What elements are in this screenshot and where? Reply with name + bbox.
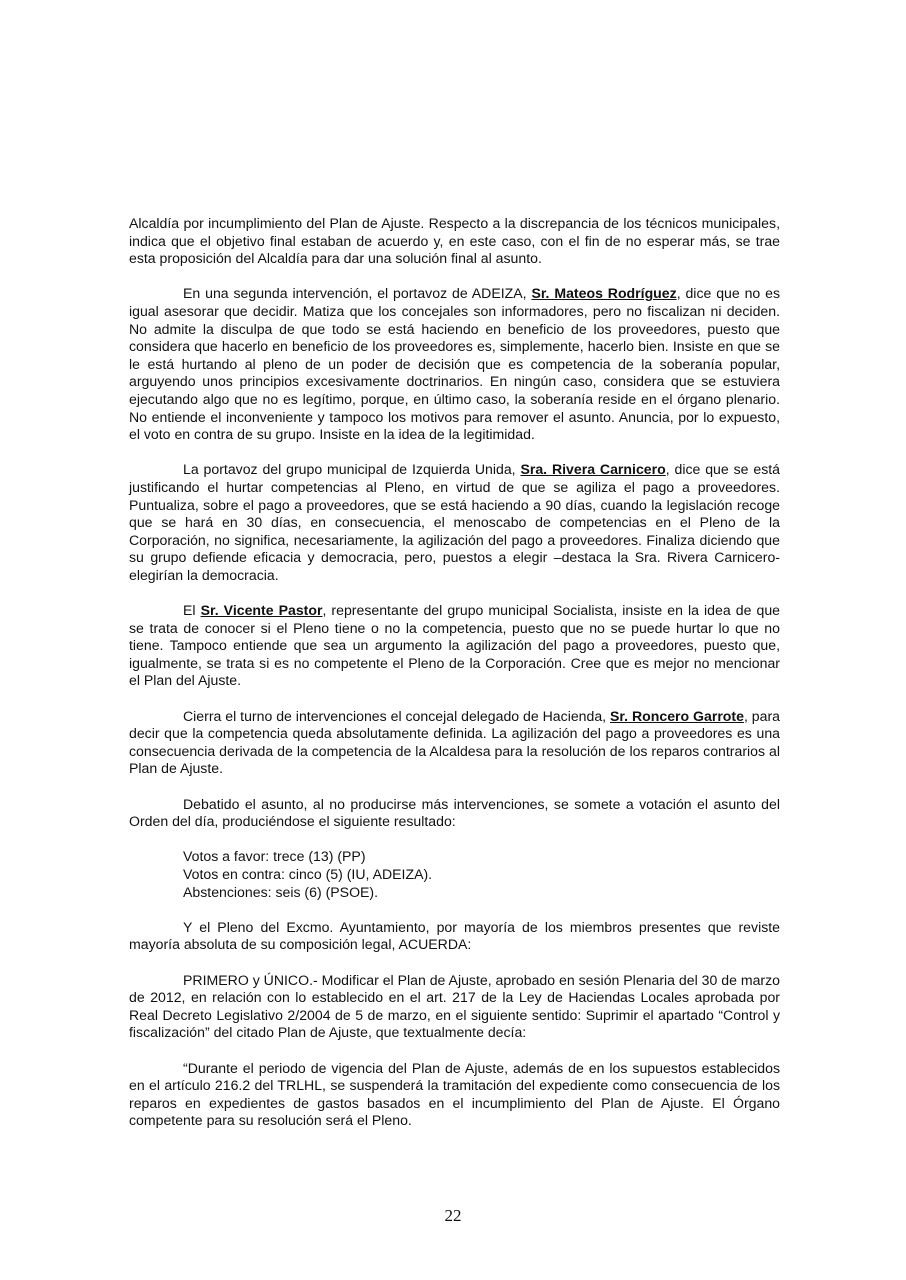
page-number: 22 <box>444 1206 462 1225</box>
paragraph-text: , dice que no es igual asesorar que decidir. Matiza que los concejales son informadores, pero no fiscalizan ni deciden. No admite la disculpa de que todo se está haciendo en beneficio de los proveedores, puesto que considera que hacerlo en beneficio de los proveedores es, simplemente, hacerlo bien. Insiste en que se le está hurtando al pleno de un poder de decisión que es competencia de la soberanía popular, arguyendo unos principios excesivamente doctrinarios. En ningún caso, considera que se estuviera ejecutando algo que no es legítimo, porque, en último caso, la soberanía reside en el órgano plenario. No entiende el inconveniente y tampoco los motivos para remover el asunto. Anuncia, por lo expuesto, el voto en contra de su grupo. Insiste en la idea de la legitimidad. <box>129 285 781 443</box>
speaker-name-roncero: Sr. Roncero Garrote <box>610 707 744 724</box>
paragraph-adeiza-intervention <box>129 285 780 443</box>
paragraph-vote-intro: Debatido el asunto, al no producirse más intervenciones, se somete a votación el asunto del Orden del día, produciéndose el siguiente resultado: <box>129 795 780 830</box>
speaker-name-vicente: Sr. Vicente Pastor <box>200 602 323 619</box>
paragraph-text: La portavoz del grupo municipal de Izquierda Unida, <box>183 461 521 478</box>
speaker-name-mateos: Sr. Mateos Rodríguez <box>531 285 677 302</box>
paragraph-text: En una segunda intervención, el portavoz de ADEIZA, <box>183 285 532 302</box>
paragraph-text: , dice que se está justificando el hurtar competencias al Pleno, en virtud de que se agiliza el pago a proveedores. Puntualiza, sobre el pago a proveedores, que se está haciendo a 90 días, cuando la legislación recoge que se hará en 30 días, en consecuencia, el menoscabo de competencias en el Pleno de la Corporación, no significa, necesariamente, la agilización del pago a proveedores. Finaliza diciendo que su grupo defiende eficacia y democracia, pero, puestos a elegir –destaca la Sra. Rivera Carnicero- elegirían la democracia. <box>129 461 780 583</box>
paragraph-text: El <box>183 602 201 619</box>
paragraph-continuation: Alcaldía por incumplimiento del Plan de Ajuste. Respecto a la discrepancia de los técnicos municipales, indica que el objetivo final estaban de acuerdo y, en este caso, con el fin de no esperar más, se trae esta proposición del Alcaldía para dar una solución final al asunto. <box>129 215 780 267</box>
paragraph-text: , para decir que la competencia queda absolutamente definida. La agilización del pago a proveedores es una consecuencia derivada de la competencia de la Alcaldesa para la resolución de los reparos contrarios al Plan de Ajuste. <box>129 707 780 777</box>
vote-favor: Votos a favor: trece (13) (PP) <box>183 848 366 865</box>
paragraph-text: , representante del grupo municipal Socialista, insiste en la idea de que se trata de conocer si el Pleno tiene o no la competencia, puesto que no se puede hurtar lo que no tiene. Tampoco entiende que sea un argumento la agilización del pago a proveedores, puesto que, igualmente, se trata si es no competente el Pleno de la Corporación. Cree que es mejor no mencionar el Plan del Ajuste. <box>129 602 780 689</box>
paragraph-acuerda: Y el Pleno del Excmo. Ayuntamiento, por mayoría de los miembros presentes que reviste mayoría absoluta de su composición legal, ACUERDA: <box>129 918 780 953</box>
paragraph-text: Cierra el turno de intervenciones el concejal delegado de Hacienda, <box>183 707 611 724</box>
vote-abstenciones: Abstenciones: seis (6) (PSOE). <box>183 883 379 900</box>
paragraph-quote: “Durante el periodo de vigencia del Plan de Ajuste, además de en los supuestos establecidos en el artículo 216.2 del TRLHL, se suspenderá la tramitación del expediente como consecuencia de los reparos en expedientes de gastos basados en el incumplimiento del Plan de Ajuste. El Órgano competente para su resolución será el Pleno. <box>129 1059 780 1129</box>
paragraph-psoe-intervention <box>129 602 780 690</box>
paragraph-primero: PRIMERO y ÚNICO.- Modificar el Plan de Ajuste, aprobado en sesión Plenaria del 30 de marzo de 2012, en relación con lo establecido en el art. 217 de la Ley de Haciendas Locales aprobada por Real Decreto Legislativo 2/2004 de 5 de marzo, en el siguiente sentido: Suprimir el apartado “Control y fiscalización” del citado Plan de Ajuste, que textualmente decía: <box>129 971 780 1041</box>
document-body <box>129 215 780 1147</box>
paragraph-iu-intervention <box>129 461 780 584</box>
speaker-name-rivera: Sra. Rivera Carnicero <box>520 461 666 478</box>
paragraph-hacienda-intervention <box>129 708 780 778</box>
vote-contra: Votos en contra: cinco (5) (IU, ADEIZA). <box>183 865 433 882</box>
vote-results <box>183 848 780 901</box>
